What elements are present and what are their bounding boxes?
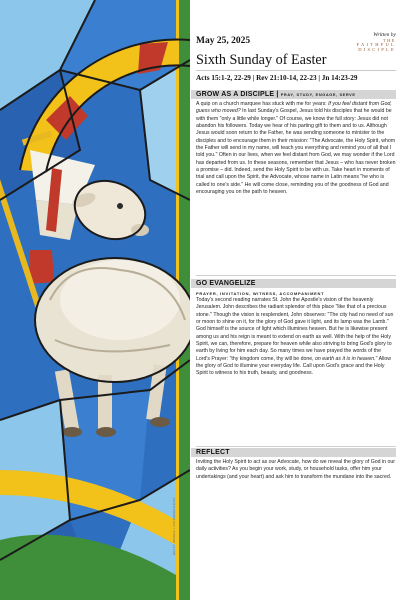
section-divider [196, 275, 396, 276]
page-title: Sixth Sunday of Easter [196, 52, 327, 68]
brand-faithful: FAITHFUL [356, 42, 396, 48]
scripture-readings: Acts 15:1-2, 22-29 | Rev 21:10-14, 22-23 | Jn 14:23-29 [196, 74, 358, 82]
reflect-body: Inviting the Holy Spirit to act as our Advocate, how do we reveal the glory of God in our daily activities? As you begin your work, study, or household tasks, offer him your undertakings (and your heart) and ask him to transform the mundane into the sacred. [196, 459, 395, 480]
reflect-title: REFLECT [196, 449, 230, 456]
grow-quip: If you feel distant from God, guess who moved? [196, 101, 392, 115]
go-body [196, 297, 396, 378]
brand-logo [357, 33, 396, 53]
grow-subtitle: PRAY, STUDY, ENGAGE, SERVE [280, 92, 356, 97]
grow-text: In last Sunday's Gospel, Jesus told his disciples that he would be with them "only a little while longer." Of course, we know the full story: Jesus did not abandon his followers. Today we hear of his parting gift to them and to us. Although Jesus would soon return to the Father, he was sending someone to minister to the disciples and to encourage them in their mission: "The Advocate, the Holy Spirit, whom the Father will send in my name, will teach you everything and remind you of all that I told you." Often in our lives, when we feel distant from God, we may wonder if the Lord has departed from us. In these seasons, remember that Jesus – who has never broken a promise – did. Indeed, send the Holy Spirit to be with us. Take heart in moments of trial and call upon the Spirit, the Advocate, whose name in Latin means "he who is called to one's side." He will come close, reminding you of the goodness of God and encouraging you on the path to heaven. [196, 108, 396, 196]
brand-written-by: Written by [373, 32, 396, 38]
go-text-a: Today's second reading narrates St. John the Apostle's vision of the heavenly Jerusalem. John describes the radiant splendor of this place "like that of a precious stone." Though the vision is resplendent, John observes: "The city had no need of sun or moon to shine on it, for the glory of God gave it light, and its lamp was the Lamb." God himself is the source of light which illumines heaven. But he is likewise present among us and his reign is meant to extend on earth as well. With the help of the Holy Spirit, we can, therefore, prepare for heaven while also striving to bring God's glory to earth by living for him each day. So many times we have prayed the words of the Lord's Prayer: "thy kingdom come, thy will be done, [196, 297, 394, 362]
go-title: GO EVANGELIZE [196, 280, 256, 287]
grow-title-text: GROW AS A DISCIPLE | [196, 91, 279, 98]
grow-title [196, 91, 356, 98]
go-section-header [191, 279, 396, 288]
brand-the: THE [382, 37, 396, 43]
grow-intro: A quip on a church marquee has stuck with me for years: [196, 101, 327, 107]
grow-section-header [191, 90, 396, 99]
title-divider [196, 70, 396, 71]
reflect-section-header [191, 448, 396, 457]
go-text-italic: on earth as it is in heaven. [315, 355, 376, 362]
stained-glass-svg [0, 0, 190, 600]
stained-glass-lamb-artwork [0, 0, 190, 600]
grow-body [196, 101, 396, 196]
section-divider [196, 446, 396, 447]
go-subtitle: PRAYER, INVITATION, WITNESS, ACCOMPANIMENT [196, 291, 325, 296]
go-text-b: " Allow the glory of God to illumine your everyday life. Call upon God's grace and the Holy Spirit to witness to his truth, beauty, and goodness. [196, 355, 392, 377]
brand-disciple: DISCIPLE [358, 47, 396, 53]
image-credit: GETTY IMAGES / ZVONIMIRATLETIC [172, 497, 176, 555]
issue-date: May 25, 2025 [196, 36, 251, 46]
